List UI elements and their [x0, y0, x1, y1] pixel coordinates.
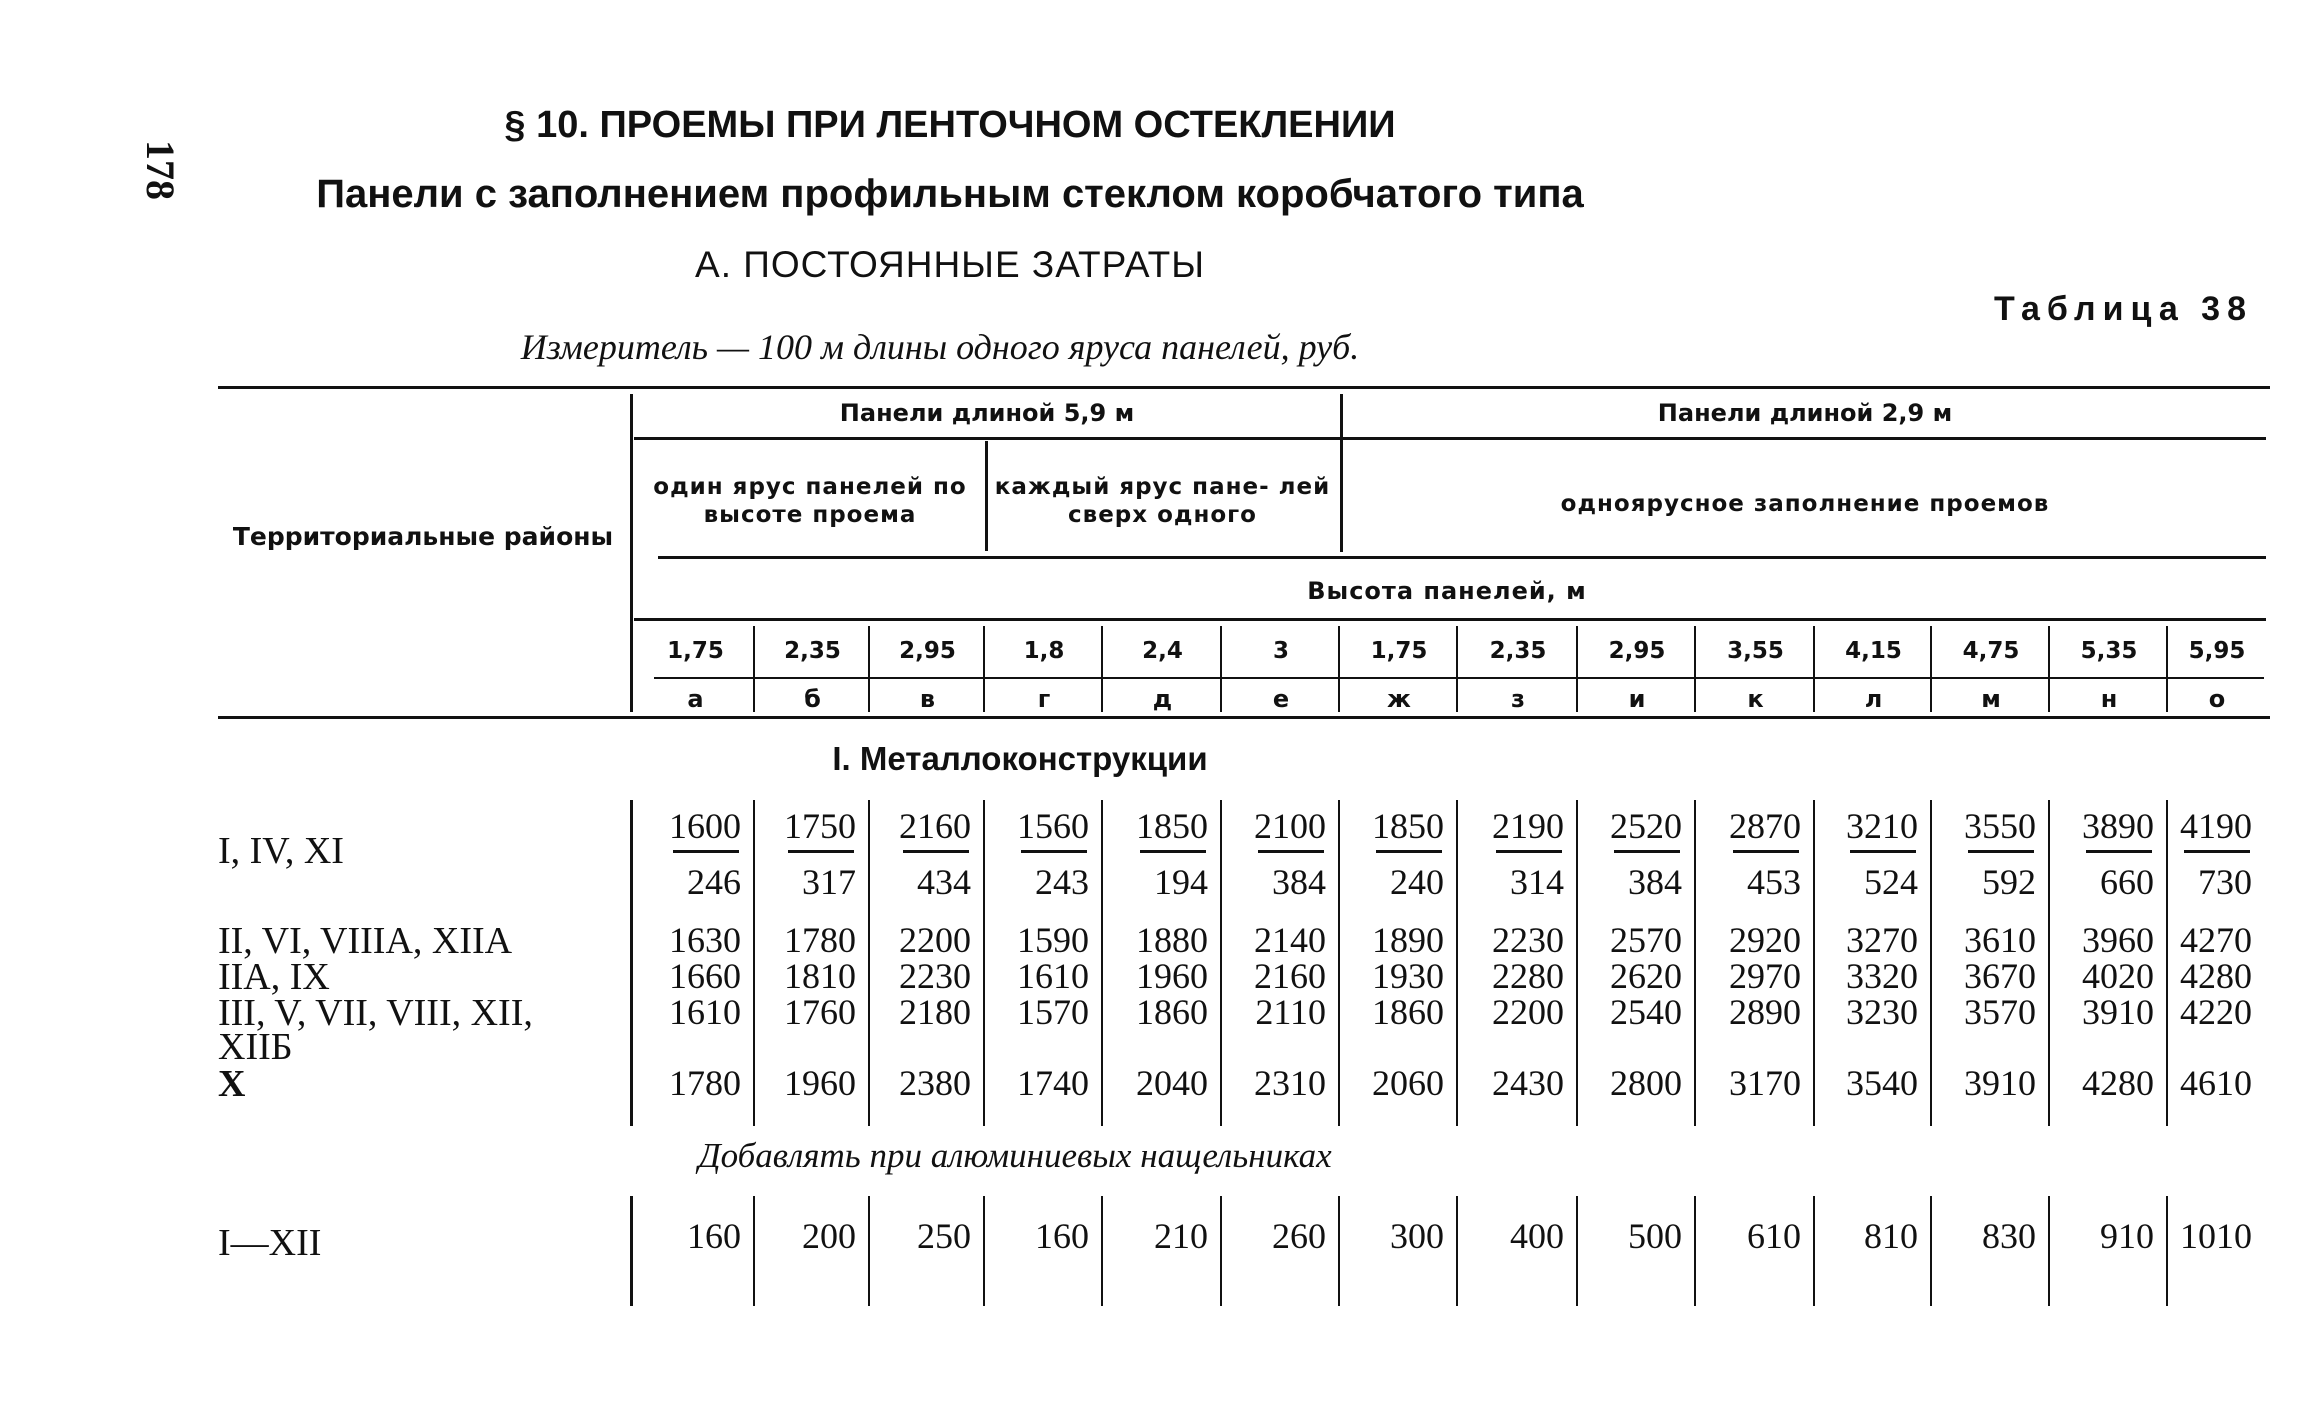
- table-cell: 2890: [1729, 992, 1801, 1032]
- table-cell: 2230: [899, 956, 971, 996]
- header-column-divider: [2048, 626, 2050, 712]
- table-cell: 2160: [1254, 956, 1326, 996]
- table-cell: 1760: [784, 992, 856, 1032]
- header-column-letter: н: [2100, 685, 2118, 713]
- header-one-tier: один ярус панелей по высоте проема: [653, 474, 967, 528]
- table-cell: 2570: [1610, 920, 1682, 960]
- section-metal-title: I. Металлоконструкции: [832, 740, 1208, 777]
- header-height-value: 2,95: [899, 638, 956, 664]
- header-column-divider: [868, 626, 870, 712]
- table-cell: 1610: [1017, 956, 1089, 996]
- row-label: I—XII: [218, 1222, 322, 1264]
- header-height-value: 2,35: [1489, 638, 1547, 664]
- row-label: IIA, IX: [218, 956, 330, 998]
- header-column-divider: [1576, 626, 1578, 712]
- table-cell: 2200: [1492, 992, 1564, 1032]
- header-column-letter: б: [804, 685, 821, 713]
- table-cell: 830: [1982, 1216, 2036, 1256]
- table-cell: 3670: [1964, 956, 2036, 996]
- table-cell: 1930: [1372, 956, 1444, 996]
- table-cell: 260: [1272, 1216, 1326, 1256]
- table-cell: 1600: [669, 806, 741, 846]
- fraction-bar: [1496, 850, 1562, 853]
- row-label: II, VI, VIIIA, XIIA: [218, 920, 513, 962]
- table-cell: 500: [1628, 1216, 1682, 1256]
- table-cell: 1960: [1136, 956, 1208, 996]
- table-cell: 2870: [1729, 806, 1801, 846]
- table-cell: 3230: [1846, 992, 1918, 1032]
- table-cell-second: 317: [802, 862, 856, 902]
- fraction-bar: [1021, 850, 1087, 853]
- table-cell: 1610: [669, 992, 741, 1032]
- header-column-letter: з: [1511, 685, 1525, 713]
- table-cell: 4270: [2180, 920, 2252, 960]
- table-cell: 2970: [1729, 956, 1801, 996]
- header-column-letter: ж: [1387, 685, 1411, 713]
- header-height-value: 3: [1272, 638, 1289, 664]
- table-cell: 160: [687, 1216, 741, 1256]
- table-cell: 3540: [1846, 1063, 1918, 1103]
- fraction-bar: [903, 850, 969, 853]
- table-cell: 4020: [2082, 956, 2154, 996]
- header-column-letter: о: [2208, 685, 2226, 713]
- table-cell: 2920: [1729, 920, 1801, 960]
- fraction-bar: [1376, 850, 1442, 853]
- header-column-letter: в: [919, 685, 936, 713]
- row-label-continued: XIIБ: [218, 1026, 293, 1068]
- aluminium-column-divider-left: [630, 1196, 633, 1306]
- table-cell: 610: [1747, 1216, 1801, 1256]
- header-column-letter: д: [1152, 685, 1173, 713]
- header-column-divider: [1813, 626, 1815, 712]
- table-cell: 4190: [2180, 806, 2252, 846]
- table-cell: 2280: [1492, 956, 1564, 996]
- table-cell: 1850: [1136, 806, 1208, 846]
- table-cell: 1880: [1136, 920, 1208, 960]
- table-cell: 2230: [1492, 920, 1564, 960]
- table-cell-second: 524: [1864, 862, 1918, 902]
- table-cell: 1780: [784, 920, 856, 960]
- header-height-value: 1,75: [667, 638, 724, 664]
- table-cell: 3170: [1729, 1063, 1801, 1103]
- table-cell: 1630: [669, 920, 741, 960]
- header-column-letter: м: [1981, 685, 2001, 713]
- table-cell-second: 384: [1628, 862, 1682, 902]
- fraction-bar: [788, 850, 854, 853]
- header-height-value: 2,35: [784, 638, 841, 664]
- table-cell: 3550: [1964, 806, 2036, 846]
- table-cell: 250: [917, 1216, 971, 1256]
- table-cell: 810: [1864, 1216, 1918, 1256]
- header-column-divider: [983, 626, 985, 712]
- header-column-letter: г: [1037, 685, 1051, 713]
- table-cell: 3270: [1846, 920, 1918, 960]
- table-cell: 4280: [2180, 956, 2252, 996]
- table-cell: 2540: [1610, 992, 1682, 1032]
- table-cell-second: 314: [1510, 862, 1564, 902]
- header-sub-divider: [985, 441, 988, 551]
- fraction-bar: [1614, 850, 1680, 853]
- part-title: А. ПОСТОЯННЫЕ ЗАТРАТЫ: [695, 244, 1205, 285]
- table-cell: 210: [1154, 1216, 1208, 1256]
- header-height-value: 2,4: [1142, 638, 1183, 664]
- header-column-letter: е: [1272, 685, 1290, 713]
- header-rule-sub: [658, 556, 2266, 559]
- table-cell-second: 246: [687, 862, 741, 902]
- table-header-bottom-rule: [218, 716, 2270, 719]
- table-cell-second: 434: [917, 862, 971, 902]
- header-column-letter: и: [1628, 685, 1646, 713]
- header-height-value: 4,75: [1962, 638, 2020, 664]
- table-cell: 3890: [2082, 806, 2154, 846]
- table-cell: 4610: [2180, 1063, 2252, 1103]
- table-cell: 1810: [784, 956, 856, 996]
- table-cell: 3570: [1964, 992, 2036, 1032]
- table-cell: 2200: [899, 920, 971, 960]
- fraction-bar: [673, 850, 739, 853]
- fraction-bar: [1850, 850, 1916, 853]
- header-height-value: 4,15: [1845, 638, 1902, 664]
- table-cell: 3960: [2082, 920, 2154, 960]
- header-height-value: 5,35: [2080, 638, 2138, 664]
- metal-column-divider-left: [630, 800, 633, 1126]
- table-cell: 2520: [1610, 806, 1682, 846]
- header-column-divider: [753, 626, 755, 712]
- table-cell-second: 730: [2198, 862, 2252, 902]
- header-height-value: 1,75: [1370, 638, 1428, 664]
- table-cell: 2800: [1610, 1063, 1682, 1103]
- row-label: III, V, VII, VIII, XII,: [218, 992, 533, 1034]
- table-cell: 3320: [1846, 956, 1918, 996]
- table-cell: 2620: [1610, 956, 1682, 996]
- header-column-divider: [1338, 626, 1340, 712]
- table-cell: 1010: [2180, 1216, 2252, 1256]
- table-cell: 400: [1510, 1216, 1564, 1256]
- header-territorial: Территориальные районы: [232, 522, 614, 551]
- fraction-bar: [1733, 850, 1799, 853]
- header-rule-panels: [634, 437, 2266, 440]
- table-cell: 2180: [899, 992, 971, 1032]
- measure-caption: Измеритель — 100 м длины одного яруса панелей, руб.: [520, 327, 1360, 367]
- subtitle: Панели с заполнением профильным стеклом коробчатого типа: [316, 172, 1584, 216]
- header-height-value: 2,95: [1608, 638, 1666, 664]
- header-column-divider: [1220, 626, 1222, 712]
- table-cell: 2060: [1372, 1063, 1444, 1103]
- fraction-bar: [2184, 850, 2250, 853]
- table-cell-second: 194: [1154, 862, 1208, 902]
- table-cell: 1570: [1017, 992, 1089, 1032]
- table-cell: 300: [1390, 1216, 1444, 1256]
- header-height-value: 5,95: [2188, 638, 2246, 664]
- fraction-bar: [1258, 850, 1324, 853]
- header-column-letter: к: [1747, 685, 1764, 713]
- table-cell: 2140: [1254, 920, 1326, 960]
- header-panels-2-9: Панели длиной 2,9 м: [1657, 399, 1953, 427]
- page-number: 178: [138, 140, 183, 200]
- table-cell-second: 240: [1390, 862, 1444, 902]
- header-column-divider: [2166, 626, 2168, 712]
- table-cell: 160: [1035, 1216, 1089, 1256]
- table-cell: 1750: [784, 806, 856, 846]
- fraction-bar: [2086, 850, 2152, 853]
- table-cell-second: 243: [1035, 862, 1089, 902]
- header-rule-values: [654, 677, 2264, 679]
- header-panels-5-9: Панели длиной 5,9 м: [839, 399, 1135, 427]
- table-cell: 2040: [1136, 1063, 1208, 1103]
- header-column-divider: [1930, 626, 1932, 712]
- table-cell: 3610: [1964, 920, 2036, 960]
- table-cell: 3910: [2082, 992, 2154, 1032]
- table-cell: 200: [802, 1216, 856, 1256]
- table-cell: 2380: [899, 1063, 971, 1103]
- table-cell-second: 384: [1272, 862, 1326, 902]
- table-cell: 1660: [669, 956, 741, 996]
- table-cell: 1590: [1017, 920, 1089, 960]
- section-title: § 10. ПРОЕМЫ ПРИ ЛЕНТОЧНОМ ОСТЕКЛЕНИИ: [504, 104, 1396, 146]
- table-cell: 3910: [1964, 1063, 2036, 1103]
- table-cell: 2430: [1492, 1063, 1564, 1103]
- header-column-divider: [1694, 626, 1696, 712]
- fraction-bar: [1968, 850, 2034, 853]
- table-cell: 1860: [1372, 992, 1444, 1032]
- table-cell: 3210: [1846, 806, 1918, 846]
- row-label: I, IV, XI: [218, 830, 344, 872]
- table-cell: 1860: [1136, 992, 1208, 1032]
- header-column-divider: [1101, 626, 1103, 712]
- header-column-letter: л: [1864, 685, 1883, 713]
- table-cell-second: 453: [1747, 862, 1801, 902]
- header-column-divider: [1456, 626, 1458, 712]
- table-cell-second: 660: [2100, 862, 2154, 902]
- table-cell: 1740: [1017, 1063, 1089, 1103]
- table-cell: 910: [2100, 1216, 2154, 1256]
- header-each-tier: каждый ярус пане- лей сверх одного: [994, 474, 1331, 528]
- table-top-rule: [218, 386, 2270, 389]
- header-panel-height: Высота панелей, м: [1307, 577, 1587, 605]
- header-column-letter: а: [687, 685, 704, 713]
- table-cell-second: 592: [1982, 862, 2036, 902]
- table-cell: 2110: [1255, 992, 1326, 1032]
- header-rule-height: [634, 618, 2266, 621]
- table-cell: 1780: [669, 1063, 741, 1103]
- table-cell: 1850: [1372, 806, 1444, 846]
- table-cell: 4220: [2180, 992, 2252, 1032]
- header-single-tier: одноярусное заполнение проемов: [1560, 491, 2050, 517]
- table-cell: 2190: [1492, 806, 1564, 846]
- table-cell: 4280: [2082, 1063, 2154, 1103]
- fraction-bar: [1140, 850, 1206, 853]
- aluminium-add-title: Добавлять при алюминиевых нащельниках: [698, 1136, 1332, 1175]
- header-left-divider: [630, 394, 633, 712]
- header-height-value: 1,8: [1023, 638, 1065, 664]
- table-cell: 1960: [784, 1063, 856, 1103]
- table-cell: 1560: [1017, 806, 1089, 846]
- table-cell: 2100: [1254, 806, 1326, 846]
- table-cell: 2160: [899, 806, 971, 846]
- table-cell: 2310: [1254, 1063, 1326, 1103]
- table-number: Таблица 38: [1994, 290, 2253, 328]
- row-label: X: [218, 1063, 246, 1105]
- header-height-value: 3,55: [1727, 638, 1784, 664]
- table-cell: 1890: [1372, 920, 1444, 960]
